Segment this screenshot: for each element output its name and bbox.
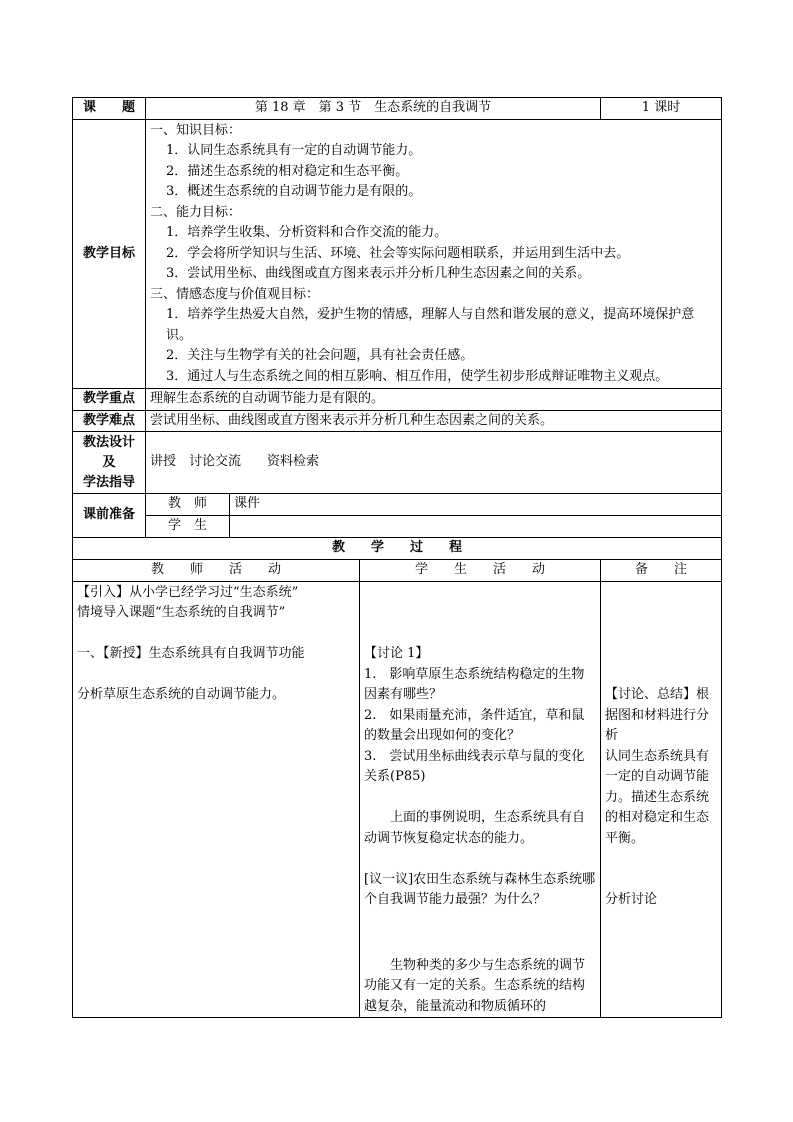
prep-student-label: 学 生 (146, 516, 230, 538)
summary-paragraph: 上面的事例说明，生态系统具有自动调节恢复稳定状态的能力。 (364, 810, 586, 846)
difficulty-row (73, 410, 722, 432)
discussion-q1: 1. 影响草原生态系统结构稳定的生物因素有哪些？ (364, 666, 585, 702)
objective-line: 2．描述生态系统的相对稳定和生态平衡。 (166, 163, 409, 179)
objective-line: 一、知识目标： (150, 122, 242, 138)
note-recognize: 认同生态系统具有一定的自动调节能力。描述生态系统的相对稳定和生态平衡。 (605, 748, 710, 846)
method-label (73, 432, 146, 494)
note-discuss-summary: 【讨论、总结】根据图和材料进行分析 (605, 687, 710, 743)
discussion-title: 【讨论 1】 (364, 646, 429, 661)
topic-label: 课 题 (73, 98, 146, 120)
objective-line: 2．学会将所学知识与生活、环境、社会等实际问题相联系，并运用到生活中去。 (166, 245, 630, 261)
method-label-line2: 及 (102, 454, 116, 470)
process-title-row (73, 538, 722, 560)
prep-teacher-row (73, 494, 722, 516)
note-analyze: 分析讨论 (605, 892, 658, 907)
objectives-label: 教学目标 (73, 119, 146, 389)
objectives-content (146, 119, 722, 389)
notes-cell (601, 581, 722, 1018)
objective-line: 3．通过人与生态系统之间的相互影响、相互作用，使学生初步形成辩证唯物主义观点。 (166, 368, 669, 384)
lesson-plan-table (72, 97, 722, 1018)
method-row (73, 432, 722, 494)
lesson-plan-page (72, 97, 721, 1018)
method-label-line3: 学法指导 (82, 474, 135, 490)
difficulty-text: 尝试用坐标、曲线图或直方图来表示并分析几种生态因素之间的关系。 (146, 410, 722, 432)
objectives-list (150, 121, 717, 388)
process-title: 教 学 过 程 (73, 538, 722, 560)
teacher-new-line2: 分析草原生态系统的自动调节能力。 (77, 687, 286, 702)
objective-line: 1．认同生态系统具有一定的自动调节能力。 (166, 143, 422, 158)
teacher-intro-line1: 【引入】从小学已经学习过“生态系统” (77, 584, 299, 600)
col-teacher-activity: 教 师 活 动 (73, 560, 360, 582)
teacher-intro-line2: 情境导入课题“生态系统的自我调节” (77, 605, 286, 620)
objective-line: 2．关注与生物学有关的社会问题，具有社会责任感。 (166, 348, 474, 363)
objective-line: 三、情感态度与价值观目标： (150, 286, 320, 302)
objective-line: 1．培养学生收集、分析资料和合作交流的能力。 (166, 225, 448, 240)
method-label-line1: 教法设计 (82, 434, 135, 450)
prep-student-value (230, 516, 722, 538)
student-activity-cell (360, 581, 601, 1018)
prep-teacher-value: 课件 (230, 494, 722, 516)
key-point-label: 教学重点 (73, 389, 146, 411)
col-notes: 备 注 (601, 560, 722, 582)
process-header-row (73, 560, 722, 582)
class-hours: 1 课时 (601, 98, 722, 120)
prep-student-row (73, 516, 722, 538)
debate-paragraph: [议一议]农田生态系统与森林生态系统哪个自我调节能力最强？为什么？ (364, 871, 596, 907)
col-student-activity: 学 生 活 动 (360, 560, 601, 582)
header-row (73, 98, 722, 120)
objective-line: 1．培养学生热爱大自然，爱护生物的情感，理解人与自然和谐发展的意义，提高环境保护意识。 (166, 307, 695, 343)
process-body-row (73, 581, 722, 1018)
topic-title: 第 18 章 第 3 节 生态系统的自我调节 (146, 98, 601, 120)
difficulty-label: 教学难点 (73, 410, 146, 432)
teacher-activity-cell (73, 581, 360, 1018)
objective-line: 3．概述生态系统的自动调节能力是有限的。 (166, 184, 422, 199)
relation-paragraph: 生物种类的多少与生态系统的调节功能又有一定的关系。生态系统的结构越复杂，能量流动和物质循环的 (364, 957, 586, 1014)
objective-line: 二、能力目标： (150, 204, 242, 220)
prep-teacher-label: 教 师 (146, 494, 230, 516)
objective-line: 3．尝试用坐标、曲线图或直方图来表示并分析几种生态因素之间的关系。 (166, 266, 591, 281)
discussion-q2: 2. 如果雨量充沛，条件适宜，草和鼠的数量会出现如何的变化？ (364, 707, 585, 743)
teacher-new-line1: 一、【新授】生态系统具有自我调节功能 (77, 646, 305, 661)
key-point-text: 理解生态系统的自动调节能力是有限的。 (146, 389, 722, 411)
objectives-row (73, 119, 722, 389)
discussion-q3: 3. 尝试用坐标曲线表示草与鼠的变化关系(P85) (364, 748, 585, 784)
prep-label: 课前准备 (73, 494, 146, 538)
method-text: 讲授 讨论交流 资料检索 (146, 432, 722, 494)
key-point-row (73, 389, 722, 411)
